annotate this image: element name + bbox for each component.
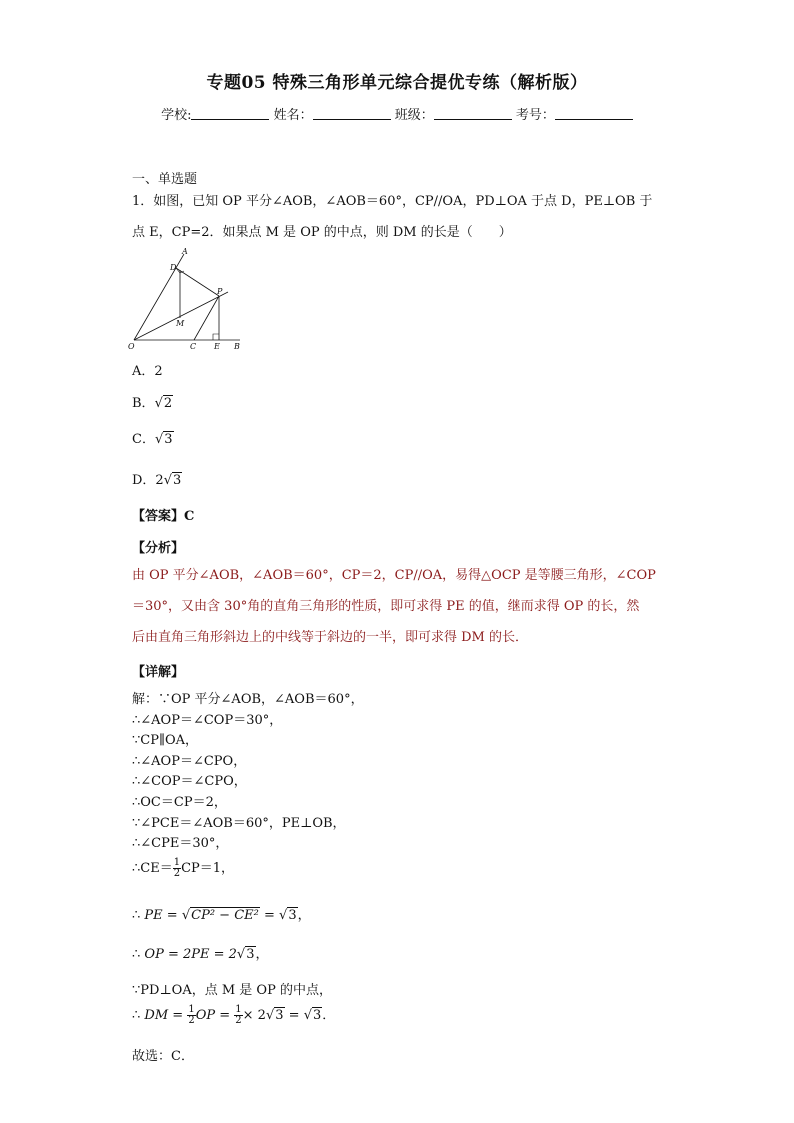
number-blank <box>555 107 633 120</box>
page-title: 专题05 特殊三角形单元综合提优专练（解析版） <box>206 73 588 93</box>
step-12: ∵PD⊥OA，点 M 是 OP 的中点， <box>132 983 332 998</box>
detail-label: 【详解】 <box>132 665 185 680</box>
step-8: ∴∠CPE＝30°， <box>132 836 229 851</box>
number-label: 考号： <box>515 108 555 123</box>
choice-d-sqrt: √3 <box>163 473 182 488</box>
analysis-label: 【分析】 <box>132 541 185 556</box>
analysis-line-1: 由 OP 平分∠AOB，∠AOB＝60°，CP＝2，CP//OA，易得△OCP 是等腰三角形，∠COP <box>132 568 656 583</box>
choice-c-prefix: C． <box>132 432 155 447</box>
step-11: ∴ OP = 2PE = 2√3， <box>132 947 269 962</box>
student-info-line <box>0 104 794 123</box>
step-9: ∴CE＝ $\frac{1}{2}$ CP＝1， <box>132 857 235 879</box>
choice-d-prefix: D．2 <box>132 473 164 488</box>
name-blank <box>313 107 391 120</box>
name-label: 姓名： <box>273 108 313 123</box>
step-1: 解：∵OP 平分∠AOB，∠AOB＝60°， <box>132 692 364 707</box>
choice-d <box>132 469 182 488</box>
step-13-half-b: $\frac{1}{2}$ <box>235 1004 242 1026</box>
label-p: P <box>217 287 223 296</box>
question-line-2: 点 E，CP=2．如果点 M 是 OP 的中点，则 DM 的长是（ ） <box>132 225 512 240</box>
label-b: B <box>234 342 240 351</box>
choice-c-sqrt: √3 <box>154 432 173 447</box>
analysis-line-2: ＝30°，又由含 30°角的直角三角形的性质，即可求得 PE 的值，继而求得 OP 的长，然 <box>132 599 640 614</box>
right-angle-e <box>213 334 219 340</box>
step-10-sqrt-3: √3 <box>279 908 297 923</box>
choice-a: A．2 <box>132 364 163 379</box>
school-blank <box>191 107 269 120</box>
section-heading: 一、单选题 <box>132 172 198 187</box>
choice-b-prefix: B． <box>132 396 155 411</box>
analysis-text <box>132 560 664 653</box>
label-a: A <box>182 247 188 256</box>
geometry-figure <box>128 246 248 356</box>
step-2: ∴∠AOP＝∠COP＝30°， <box>132 713 283 728</box>
step-10-sqrt: √CP² − CE² <box>181 908 259 923</box>
label-d: D <box>170 263 177 272</box>
question-text <box>132 186 664 248</box>
step-7: ∵∠PCE＝∠AOB＝60°，PE⊥OB， <box>132 816 346 831</box>
step-13-sqrt: √3 <box>265 1008 284 1023</box>
school-label: 学校: <box>161 108 192 123</box>
choice-b-sqrt: √2 <box>154 396 173 411</box>
label-c: C <box>190 342 197 351</box>
answer-label: 【答案】C <box>132 509 195 524</box>
step-4: ∴∠AOP＝∠CPO， <box>132 754 247 769</box>
step-13-half-a: $\frac{1}{2}$ <box>188 1004 195 1026</box>
label-e: E <box>214 342 220 351</box>
step-10: ∴ PE = √CP² − CE² = √3， <box>132 908 311 923</box>
step-13: ∴ DM = $\frac{1}{2}$ OP = $\frac{1}{2}$ × 2√3 = √3． <box>132 1004 336 1026</box>
class-label: 班级： <box>394 108 434 123</box>
step-9-fraction: $\frac{1}{2}$ <box>173 857 181 879</box>
choice-b <box>132 392 173 411</box>
step-5: ∴∠COP＝∠CPO， <box>132 774 247 789</box>
step-6: ∴OC＝CP＝2， <box>132 795 227 810</box>
step-13-sqrt-result: √3 <box>303 1008 322 1023</box>
choice-c <box>132 428 174 447</box>
line-pd <box>176 268 219 296</box>
step-11-sqrt: √3 <box>236 947 255 962</box>
step-14: 故选：C． <box>132 1049 194 1064</box>
label-m: M <box>176 319 185 328</box>
label-o: O <box>128 342 135 351</box>
step-3: ∵CP∥OA， <box>132 733 199 748</box>
question-line-1: 1．如图，已知 OP 平分∠AOB，∠AOB＝60°，CP//OA，PD⊥OA 于点 D，PE⊥OB 于 <box>132 194 653 209</box>
class-blank <box>434 107 512 120</box>
analysis-line-3: 后由直角三角形斜边上的中线等于斜边的一半，即可求得 DM 的长． <box>132 630 528 645</box>
